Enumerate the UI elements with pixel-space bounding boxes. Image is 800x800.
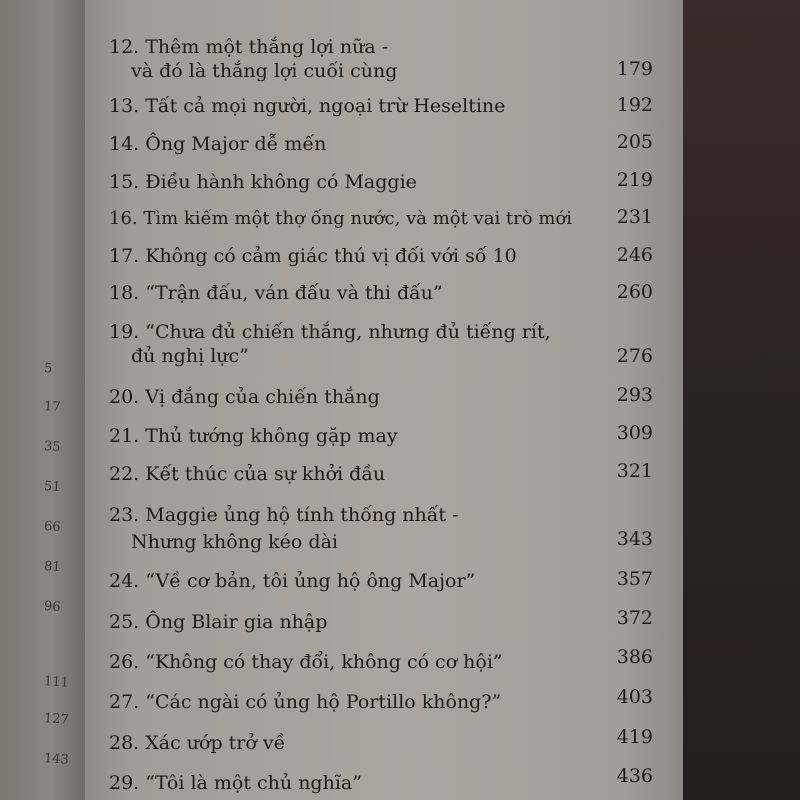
toc-entry-title: 29. “Tôi là một chủ nghĩa” xyxy=(109,772,362,794)
toc-entry-page: 231 xyxy=(616,206,653,228)
toc-entry-title: 23. Maggie ủng hộ tính thống nhất - xyxy=(109,504,459,526)
toc-entry-title: 13. Tất cả mọi người, ngoại trừ Heseltine xyxy=(109,95,506,117)
toc-entry-page: 386 xyxy=(616,646,653,668)
left-page-number: 111 xyxy=(43,673,70,691)
toc-entry-page: 372 xyxy=(616,607,653,629)
toc-entry-title: 14. Ông Major dễ mến xyxy=(109,133,327,155)
toc-entry-title: 26. “Không có thay đổi, không có cơ hội” xyxy=(109,651,503,673)
left-page-number: 127 xyxy=(43,710,70,728)
left-page-number: 96 xyxy=(43,598,62,616)
left-page xyxy=(0,0,85,800)
toc-entry-title-continued: và đó là thắng lợi cuối cùng xyxy=(131,60,398,82)
left-page-number: 5 xyxy=(43,360,53,377)
toc-entry-page: 309 xyxy=(616,422,653,444)
toc-entry-title: 16. Tìm kiếm một thợ ống nước, và một vai trò mới xyxy=(109,208,572,229)
toc-entry-title: 17. Không có cảm giác thú vị đối với số 10 xyxy=(109,245,517,267)
left-page-number: 35 xyxy=(43,438,62,456)
toc-entry-page: 192 xyxy=(616,94,653,116)
toc-entry-title: 24. “Về cơ bản, tôi ủng hộ ông Major” xyxy=(109,570,476,592)
toc-entry-title-continued: Nhưng không kéo dài xyxy=(131,531,338,553)
toc-entry-page: 436 xyxy=(616,765,653,787)
toc-entry-page: 260 xyxy=(616,281,653,303)
toc-entry-page: 205 xyxy=(616,131,653,153)
background-shelf xyxy=(683,0,800,800)
toc-entry-page: 321 xyxy=(616,460,653,482)
toc-entry-title-continued: đủ nghị lực” xyxy=(131,345,249,367)
toc-entry-title: 15. Điều hành không có Maggie xyxy=(109,171,417,193)
toc-entry-page: 219 xyxy=(616,169,653,191)
toc-entry-title: 25. Ông Blair gia nhập xyxy=(109,611,328,633)
toc-entry-page: 276 xyxy=(616,345,653,367)
toc-entry-title: 27. “Các ngài có ủng hộ Portillo không?” xyxy=(109,691,502,713)
toc-entry-page: 357 xyxy=(616,568,653,590)
toc-entry-page: 179 xyxy=(616,58,653,80)
table-of-contents-page xyxy=(85,0,683,800)
toc-entry-page: 293 xyxy=(616,384,653,406)
toc-entry-title: 19. “Chưa đủ chiến thắng, nhưng đủ tiếng rít, xyxy=(109,321,551,343)
toc-entry-page: 419 xyxy=(616,726,653,748)
toc-entry-page: 246 xyxy=(616,244,653,266)
left-page-number: 81 xyxy=(43,558,62,576)
toc-entry-page: 403 xyxy=(616,686,653,708)
toc-entry-title: 12. Thêm một thắng lợi nữa - xyxy=(109,36,389,58)
toc-entry-title: 20. Vị đắng của chiến thắng xyxy=(109,386,380,408)
left-page-number: 66 xyxy=(43,518,62,536)
left-page-number: 143 xyxy=(43,750,70,768)
toc-entry-page: 343 xyxy=(616,528,653,550)
toc-entry-title: 18. “Trận đấu, ván đấu và thi đấu” xyxy=(109,282,443,304)
toc-entry-title: 22. Kết thúc của sự khởi đầu xyxy=(109,463,386,485)
toc-entry-title: 28. Xác ướp trở về xyxy=(109,732,286,754)
left-page-number: 51 xyxy=(43,478,62,496)
toc-entry-title: 21. Thủ tướng không gặp may xyxy=(109,425,398,447)
left-page-number: 17 xyxy=(43,398,62,416)
